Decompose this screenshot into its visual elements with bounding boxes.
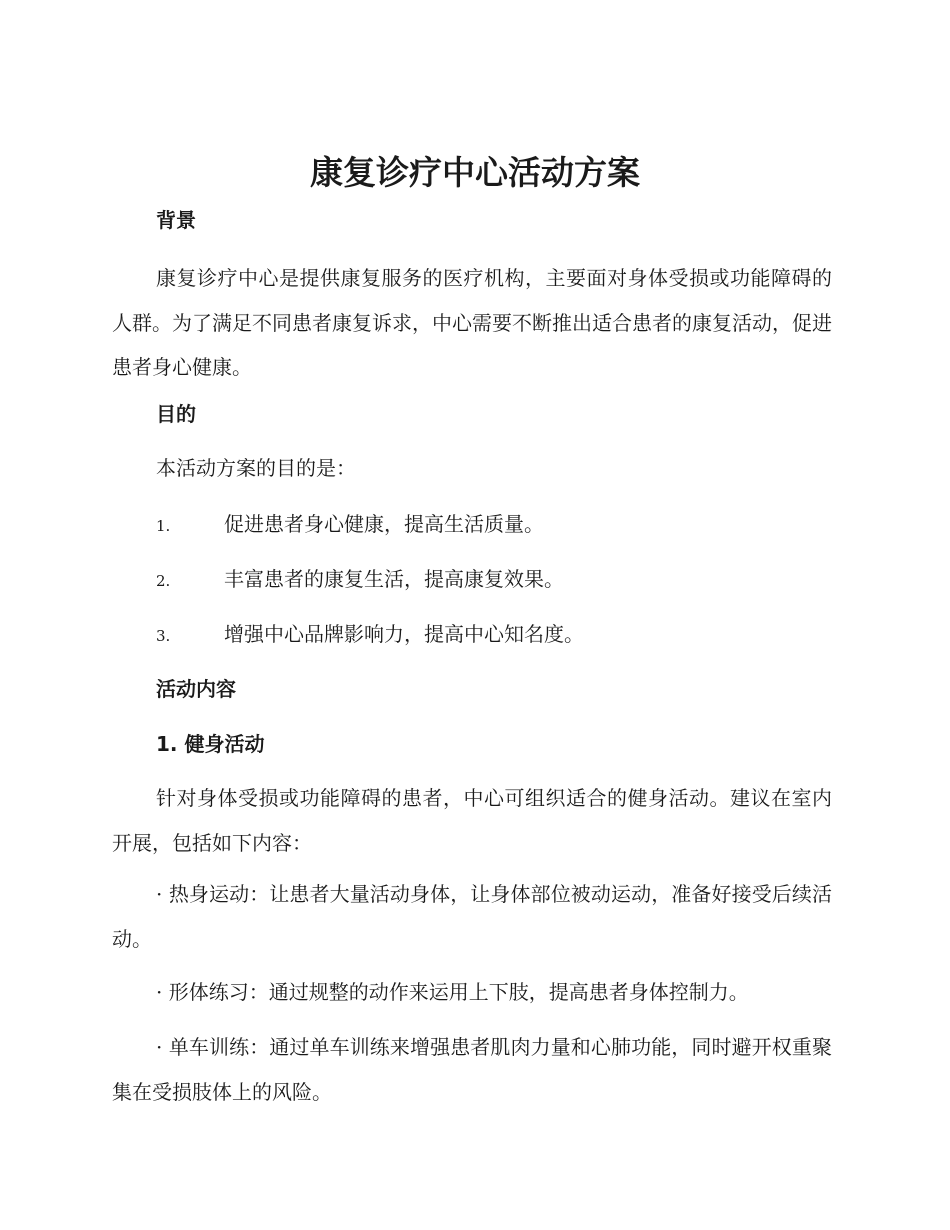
list-text: 促进患者身心健康，提高生活质量。 — [224, 512, 544, 536]
section-heading-background: 背景 — [156, 208, 196, 232]
list-number: 2. — [156, 572, 171, 590]
section-heading-purpose: 目的 — [156, 402, 196, 426]
list-text: 丰富患者的康复生活，提高康复效果。 — [224, 567, 564, 591]
fitness-bullet-cycling: · 单车训练：通过单车训练来增强患者肌肉力量和心肺功能，同时避开权重聚集在受损肢体上的风险。 — [112, 1035, 832, 1104]
document-title: 康复诊疗中心活动方案 — [310, 153, 640, 192]
fitness-intro-paragraph: 针对身体受损或功能障碍的患者，中心可组织适合的健身活动。建议在室内开展，包括如下内容： — [112, 786, 832, 855]
fitness-bullet-posture: · 形体练习：通过规整的动作来运用上下肢，提高患者身体控制力。 — [156, 980, 749, 1004]
list-text: 增强中心品牌影响力，提高中心知名度。 — [224, 622, 584, 646]
background-paragraph: 康复诊疗中心是提供康复服务的医疗机构，主要面对身体受损或功能障碍的人群。为了满足不同患者康复诉求，中心需要不断推出适合患者的康复活动，促进患者身心健康。 — [112, 266, 832, 379]
subsection-heading-fitness: 1. 健身活动 — [156, 732, 265, 756]
section-heading-content: 活动内容 — [156, 677, 236, 701]
list-number: 1. — [156, 517, 171, 535]
purpose-intro: 本活动方案的目的是： — [156, 456, 356, 480]
fitness-bullet-warmup: · 热身运动：让患者大量活动身体，让身体部位被动运动，准备好接受后续活动。 — [112, 882, 832, 951]
list-number: 3. — [156, 627, 171, 645]
